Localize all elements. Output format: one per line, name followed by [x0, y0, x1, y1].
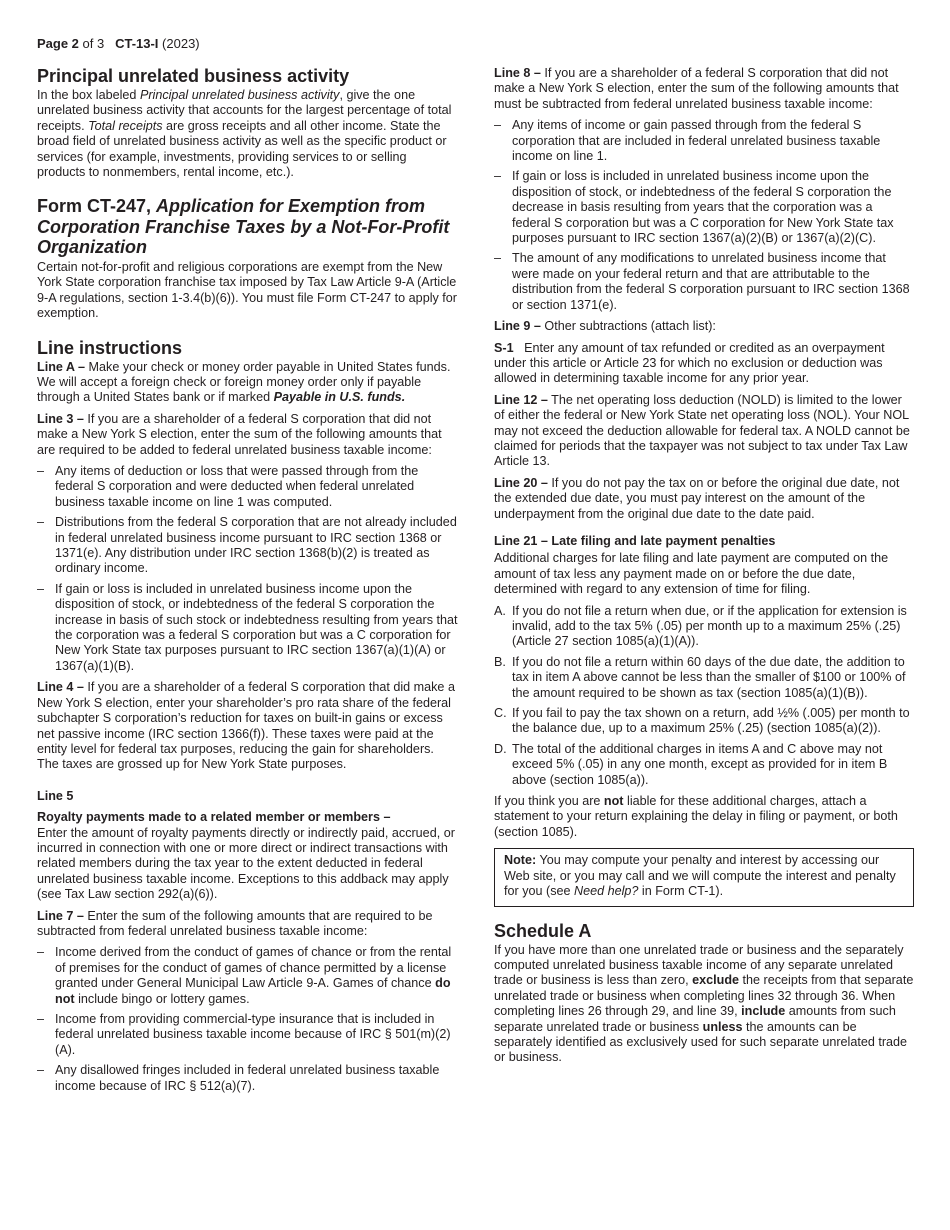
form-number: CT-13-I — [115, 36, 159, 51]
line8-text: Line 8 – If you are a shareholder of a federal S corporation that did not make a New York S election, enter the sum of the following amounts that must be subtracted from federal unrelated business taxable income: — [494, 66, 899, 111]
list-item: – Any disallowed fringes included in federal unrelated business taxable income because of IRC § 512(a)(7). — [37, 1063, 458, 1094]
list-item: – Any items of deduction or loss that were passed through from the federal S corporation and were deducted when federal unrelated business taxable income on line 1 was computed. — [37, 464, 458, 510]
schedule-a-text: If you have more than one unrelated trade or business and the separately computed unrelated business taxable income of any separate unrelated trade or business is less than zero, exclude the receipts from that separate unrelated trade or business when completing lines 32 through 36. When completing lines 26 through 29, and line 39, include amounts from such separate unrelated trade or business unless the amounts can be separately identified as exclusively used for such separate unrelated trade or business. — [494, 942, 914, 1065]
line21-text: Additional charges for late filing and late payment are computed on the amount of tax less any payment made on or before the due date, determined with regard to any extension of time for filing. — [494, 551, 889, 597]
left-column — [37, 66, 458, 1100]
line8-list — [494, 118, 914, 313]
ct247-heading: Form CT-247, Application for Exemption from Corporation Franchise Taxes by a Not-For-Profit Organization — [37, 196, 450, 258]
line5-heading: Line 5 — [37, 788, 74, 803]
form-year: (2023) — [162, 36, 200, 51]
list-item: – If gain or loss is included in unrelated business income upon the disposition of stock, or indebtedness of the federal S corporation the decrease in basis resulting from years that the corporation was a federal S corporation but was a C corporation for New York State tax purposes pursuant to IRC section 1367(a)(2)(B) or 1367(a)(2)(C). — [494, 169, 914, 246]
principal-activity-heading: Principal unrelated business activity — [37, 66, 350, 86]
list-item: – If gain or loss is included in unrelated business income upon the disposition of stock, or indebtedness of the federal S corporation the increase in basis of such stock or indebtedness resulting from years that the corporation was a federal S corporation but was a C corporation for New York State tax purposes pursuant to IRC section 1367(a)(1)(A) or 1367(a)(1)(B). — [37, 582, 458, 674]
right-column — [494, 66, 914, 1072]
line9-text: Line 9 – Other subtractions (attach list): — [494, 319, 716, 334]
list-item: B. If you do not file a return within 60 days of the due date, the addition to tax in item A above cannot be less than the smaller of $100 or 100% of the amount required to be shown as tax (section 1085(a)(1)(B)). — [494, 654, 906, 700]
line3-text: Line 3 – If you are a shareholder of a federal S corporation that did not make a New York S election, enter the sum of the following amounts that are required to be added to federal unrelated business taxable income: — [37, 411, 442, 457]
list-item: – The amount of any modifications to unrelated business income that were made on your federal return and that are attributable to the distribution from the federal S corporation pursuant to IRC section 1368 or section 1371(e). — [494, 251, 914, 313]
not-liable-text: If you think you are not liable for these additional charges, attach a statement to your return explaining the delay in filing or payment, or both (section 1085). — [494, 794, 898, 839]
line4-text: Line 4 – If you are a shareholder of a federal S corporation that did make a New York S election, enter your shareholder’s pro rata share of the federal subchapter S corporation’s reduction for taxes on built-in gains or excess net passive income (IRC section 1366(f)). These taxes were paid at the entity level for federal tax purposes, reducing the gain for shareholders. The taxes are grossed up for New York State purposes. — [37, 680, 455, 772]
ct247-text: Certain not-for-profit and religious corporations are exempt from the New York State corporation franchise tax imposed by Tax Law Article 9-A (Article 9-A regulations, section 1-3.4(b)(6)). You must file Form CT-247 to apply for exemption. — [37, 259, 457, 321]
list-item: A. If you do not file a return when due, or if the application for extension is invalid, add to the tax 5% (.05) per month up to a maximum 25% (.25) (Article 27 section 1085(a)(1)(A)). — [494, 603, 907, 649]
lineA-text: Line A – Make your check or money order payable in United States funds. We will accept a foreign check or foreign money order only if payable through a United States bank or if marked Payable in U.S. funds. — [37, 359, 451, 405]
list-item: C. If you fail to pay the tax shown on a return, add ½% (.005) per month to the balance due, up to a maximum 25% (.25) (section 1085(a)(2)). — [494, 706, 910, 736]
line3-list — [37, 464, 458, 674]
line7-list — [37, 945, 458, 1094]
s1-text: S-1 Enter any amount of tax refunded or credited as an overpayment under this article or Article 23 for which no exclusion or deduction was allowed in determining taxable income for any prior year. — [494, 340, 889, 386]
line20-text: Line 20 – If you do not pay the tax on or before the original due date, not the extended due date, you must pay interest on the amount of the underpayment from the original due date to the date paid. — [494, 475, 900, 521]
page-total: of 3 — [82, 36, 105, 51]
page-number: Page 2 — [37, 36, 79, 51]
line7-text: Line 7 – Enter the sum of the following amounts that are required to be subtracted from federal unrelated business taxable income: — [37, 908, 433, 938]
list-item: – Income from providing commercial-type insurance that is included in federal unrelated business taxable income because of IRC § 501(m)(2)(A). — [37, 1012, 458, 1058]
line21-list — [494, 604, 914, 788]
line12-text: Line 12 – The net operating loss deduction (NOLD) is limited to the lower of either the federal or New York State net operating loss (NOL). Your NOL may not exceed the deduction allowable for federal tax. A NOLD cannot be claimed for periods that the taxpayer was not subject to tax under Tax Law Article 13. — [494, 392, 910, 469]
line21-heading: Line 21 – Late filing and late payment penalties — [494, 533, 776, 548]
list-item: – Income derived from the conduct of games of chance or from the rental of premises for the conduct of games of chance permitted by a license granted under General Municipal Law Article 9-A. Games of chance do not include bingo or lottery games. — [37, 945, 458, 1007]
line-instructions-heading: Line instructions — [37, 337, 183, 358]
list-item: – Distributions from the federal S corporation that are not already included in federal unrelated business income pursuant to IRC section 1368 or 1371(e). Any distribution under IRC section 1368(b)(2) is treated as ordinary income. — [37, 515, 458, 577]
schedule-a-heading: Schedule A — [494, 920, 592, 941]
line5-text: Royalty payments made to a related member or members – Enter the amount of royalty payments directly or indirectly paid, accrued, or incurred in connection with one or more direct or indirect transactions with related members during the tax year to the extent deducted in federal unrelated business taxable income. Exceptions to this addback may apply (see Tax Law section 292(a)(6)). — [37, 810, 455, 902]
list-item: – Any items of income or gain passed through from the federal S corporation that are included in federal unrelated business taxable income on line 1. — [494, 118, 914, 164]
list-item: D. The total of the additional charges in items A and C above may not exceed 5% (.05) in any one month, except as provided for in item B above (section 1085(a)). — [494, 741, 888, 787]
note-box: Note: You may compute your penalty and interest by accessing our Web site, or you may call and we will compute the interest and penalty for you (see Need help? in Form CT-1). — [494, 848, 914, 906]
principal-activity-text: In the box labeled Principal unrelated business activity, give the one unrelated business activity that accounts for the largest percentage of total receipts. Total receipts are gross receipts and all other income. State the broad field of unrelated business activity as well as the specific product or services (for example, investments, providing services to or selling products to nonmembers, rental income, etc.). — [37, 88, 452, 180]
page-header — [37, 36, 200, 51]
